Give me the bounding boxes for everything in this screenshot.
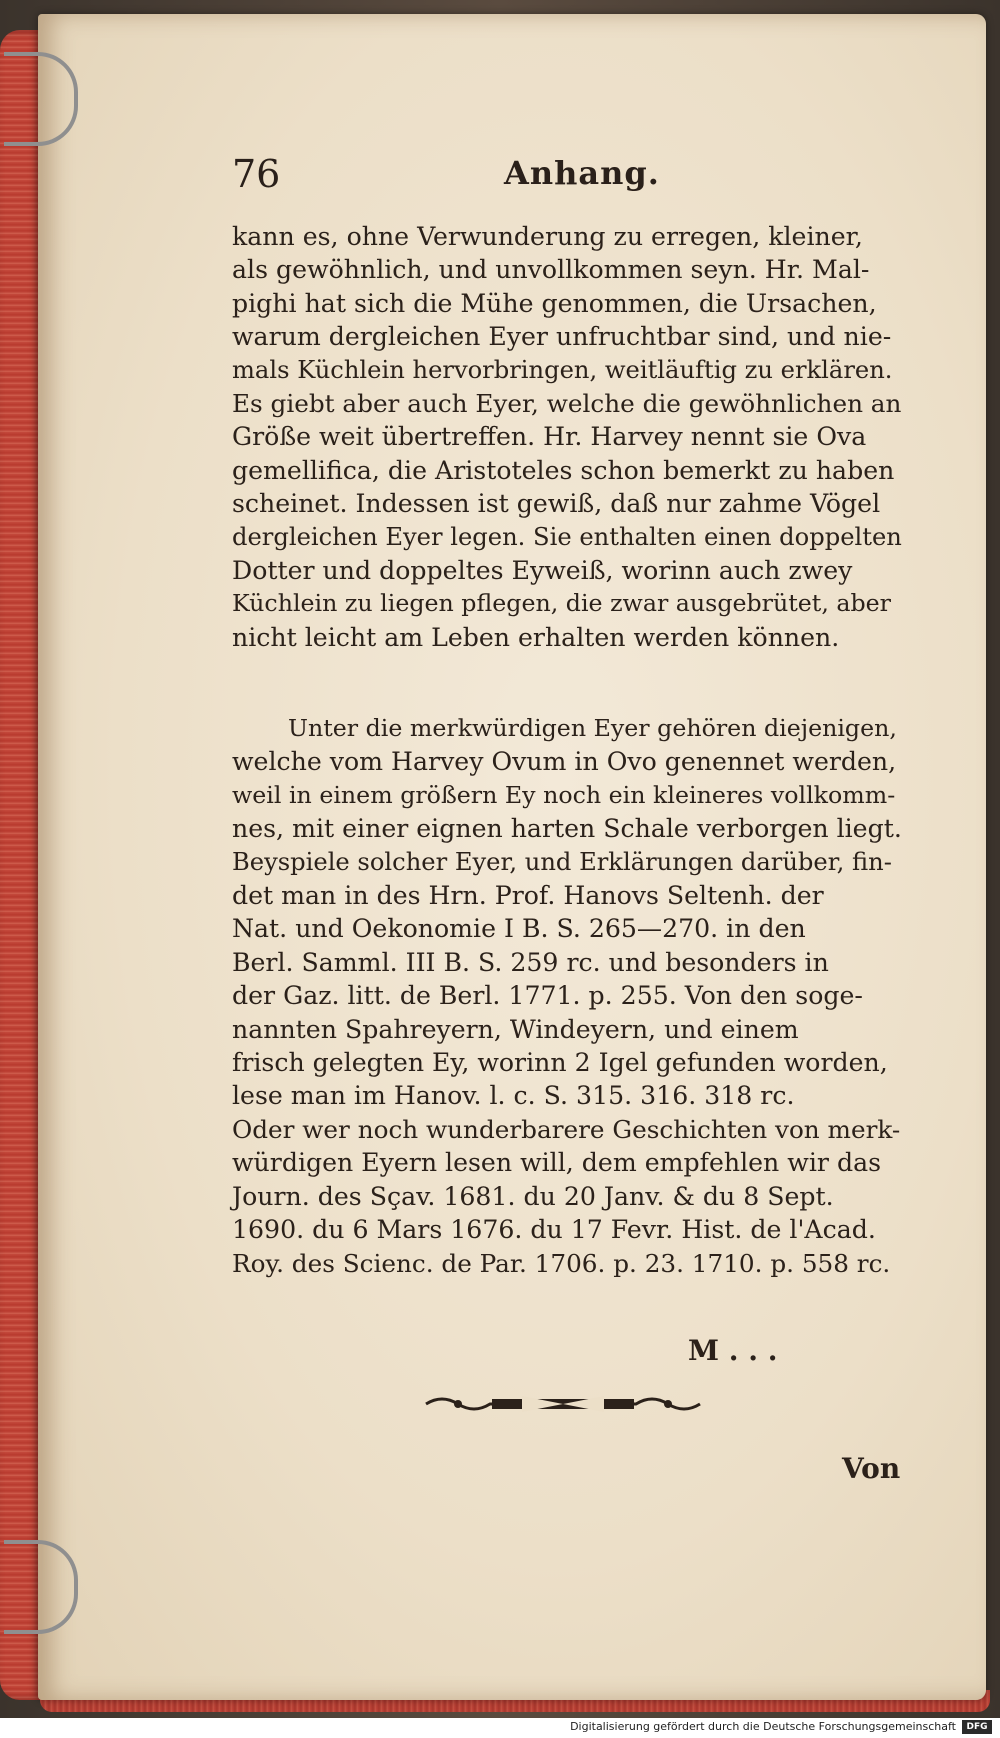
text-line: det man in des Hrn. Prof. Hanovs Seltenh. der: [232, 881, 824, 911]
text-line: gemellifica, die Aristoteles schon bemerkt zu haben: [232, 455, 895, 485]
text-line: nannten Spahreyern, Windeyern, und einem: [232, 1014, 799, 1044]
text-line: Roy. des Scienc. de Par. 1706. p. 23. 1710. p. 558 rc.: [232, 1248, 891, 1278]
text-line: scheinet. Indessen ist gewiß, daß nur zahme Vögel: [232, 489, 881, 519]
text-line: Küchlein zu liegen pflegen, die zwar ausgebrütet, aber: [232, 589, 892, 618]
text-line: Unter die merkwürdigen Eyer gehören diejenigen,: [288, 714, 897, 742]
dfg-logo: DFG: [962, 1720, 992, 1734]
text-line: nes, mit einer eignen harten Schale verborgen liegt.: [232, 814, 902, 844]
signature-mark: M . . .: [688, 1334, 778, 1367]
text-line: Größe weit übertreffen. Hr. Harvey nennt sie Ova: [232, 422, 867, 452]
digitization-footer: [0, 1718, 1000, 1738]
text-line: Oder wer noch wunderbarere Geschichten von merk-: [232, 1114, 901, 1144]
text-line: der Gaz. litt. de Berl. 1771. p. 255. Von den soge-: [232, 981, 863, 1011]
text-line: lese man im Hanov. l. c. S. 315. 316. 318 rc.: [232, 1081, 795, 1111]
page-number: 76: [232, 152, 281, 196]
text-line: Nat. und Oekonomie I B. S. 265—270. in den: [232, 914, 806, 944]
text-line: pighi hat sich die Mühe genommen, die Ursachen,: [232, 288, 877, 318]
text-line: frisch gelegten Ey, worinn 2 Igel gefunden worden,: [232, 1048, 888, 1078]
text-line: Berl. Samml. III B. S. 259 rc. und besonders in: [232, 947, 829, 977]
running-head: Anhang.: [504, 154, 660, 192]
text-line: würdigen Eyern lesen will, dem empfehlen wir das: [232, 1148, 882, 1178]
page-header: [232, 152, 912, 200]
page-clip-top: [4, 52, 78, 146]
text-line: als gewöhnlich, und unvollkommen seyn. Hr. Mal-: [232, 255, 870, 285]
text-line: warum dergleichen Eyer unfruchtbar sind, und nie-: [232, 322, 892, 352]
footer-credit: Digitalisierung gefördert durch die Deutsche Forschungsgemeinschaft: [570, 1720, 956, 1733]
text-line: Dotter und doppeltes Eyweiß, worinn auch zwey: [232, 556, 853, 586]
text-line: dergleichen Eyer legen. Sie enthalten einen doppelten: [232, 522, 902, 551]
text-line: 1690. du 6 Mars 1676. du 17 Fevr. Hist. de l'Acad.: [232, 1215, 876, 1245]
text-line: mals Küchlein hervorbringen, weitläuftig zu erklären.: [232, 355, 893, 384]
catchword: Von: [842, 1452, 901, 1485]
text-line: welche vom Harvey Ovum in Ovo genennet werden,: [232, 747, 897, 777]
paragraph-1: [232, 220, 902, 654]
text-line: Journ. des Sçav. 1681. du 20 Janv. & du 8 Sept.: [232, 1181, 834, 1211]
paragraph-2: [232, 712, 902, 1280]
text-line: Es giebt aber auch Eyer, welche die gewöhnlichen an: [232, 389, 902, 419]
text-line: Beyspiele solcher Eyer, und Erklärungen darüber, fin-: [232, 847, 892, 876]
page-clip-bottom: [4, 1540, 78, 1634]
text-line: nicht leicht am Leben erhalten werden können.: [232, 622, 840, 652]
text-line: kann es, ohne Verwunderung zu erregen, kleiner,: [232, 222, 863, 251]
ornament-divider: [422, 1392, 704, 1416]
text-line: weil in einem größern Ey noch ein kleineres vollkomm-: [232, 780, 896, 809]
